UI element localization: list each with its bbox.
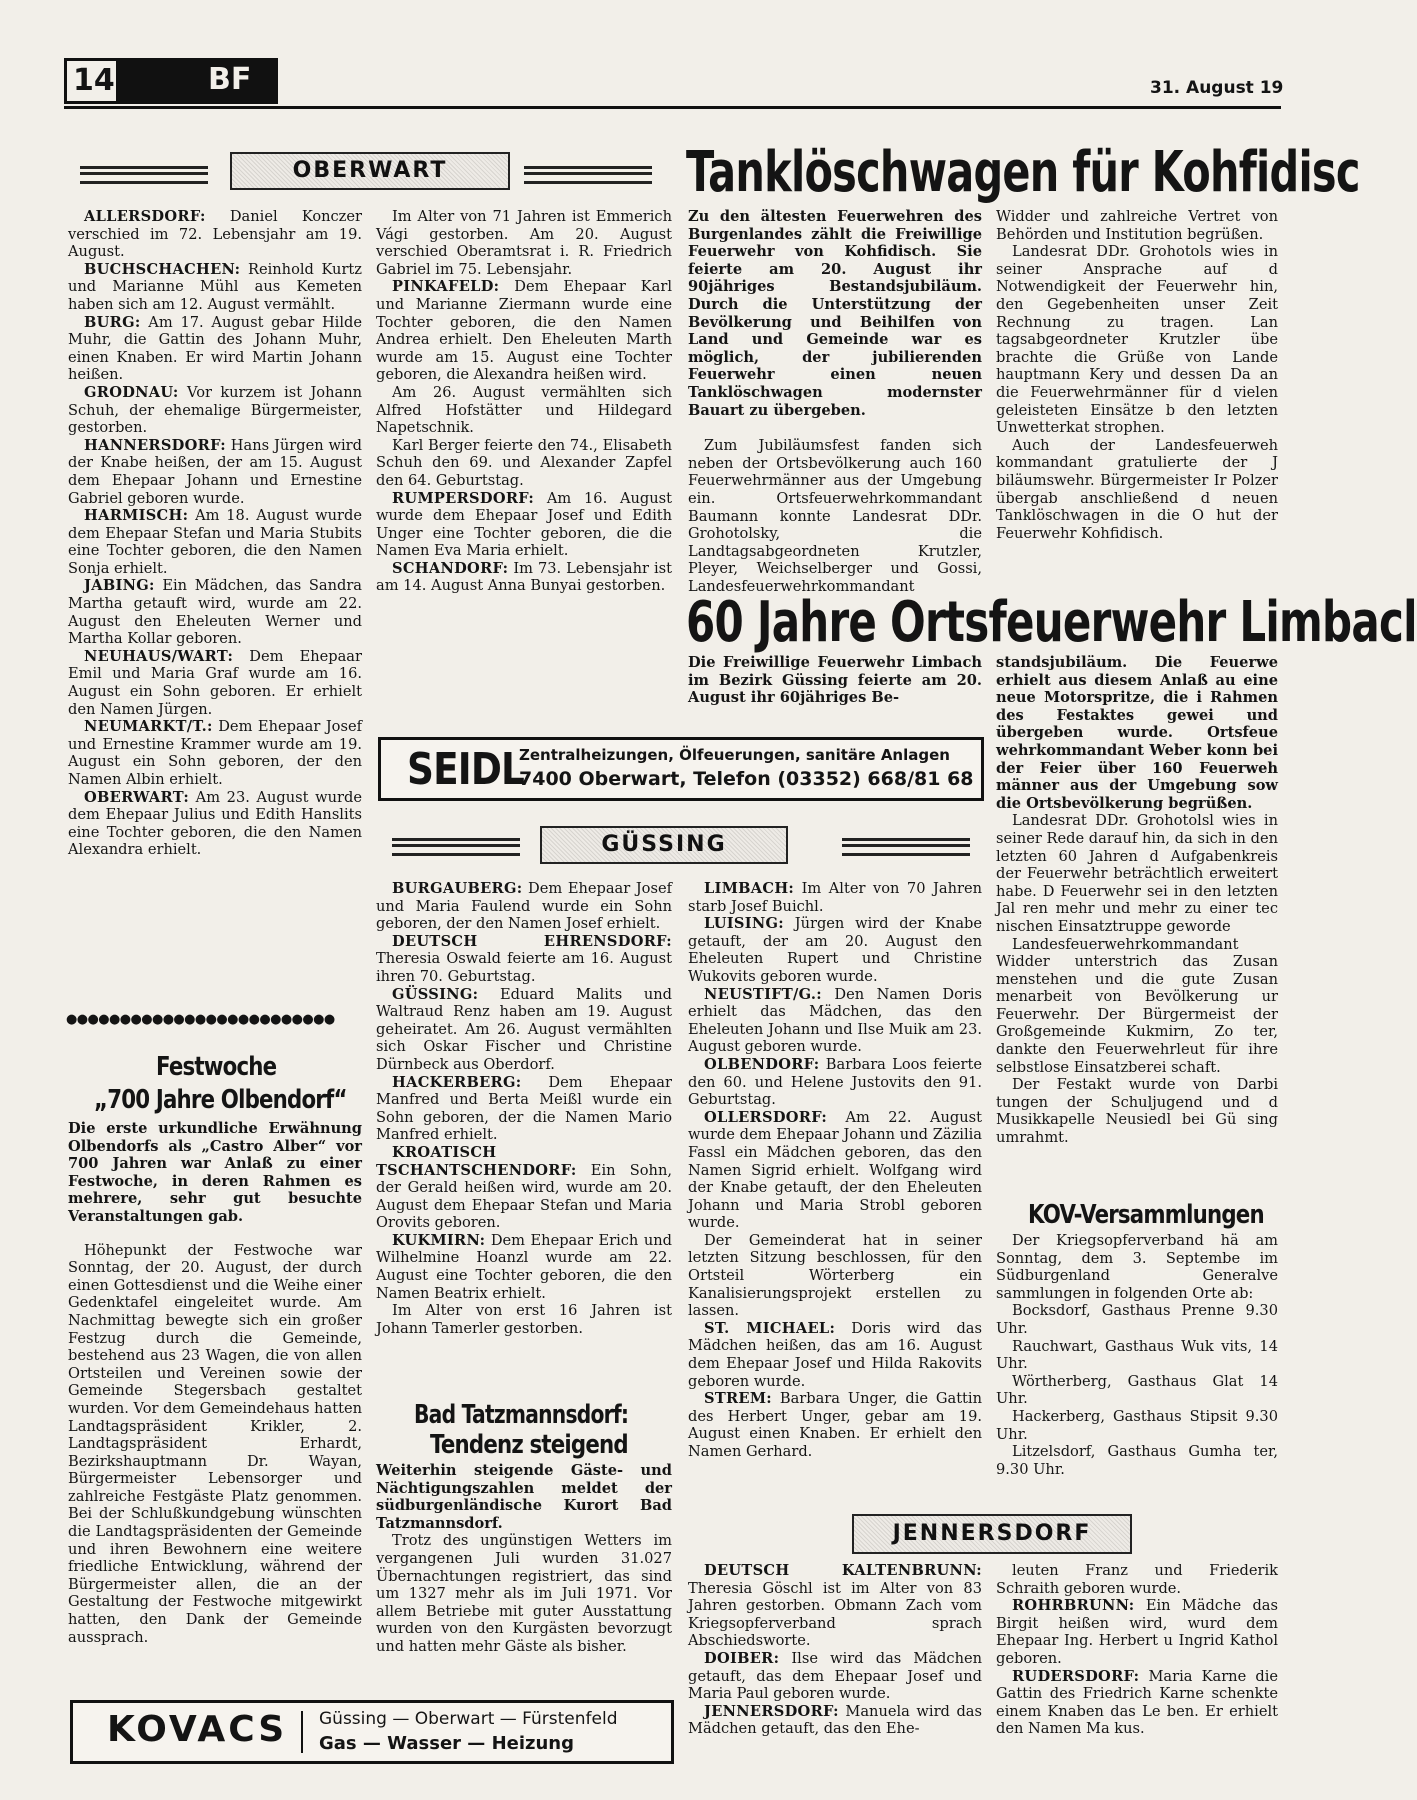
notice-paragraph	[688, 1056, 982, 1109]
notice-text: Karl Berger feierte den 74., Elisabeth Schuh den 69. und Alexander Zapfel den 64. Geburtstag.	[376, 436, 672, 489]
notice-text: Dem Ehepaar Erich und Wilhelmine Hoanzl wurde am 22. August eine Tochter geboren, die den Namen Beatrix erhielt.	[376, 1231, 672, 1302]
notice-text: Ein Sohn, der Gerald heißen wird, wurde am 20. August dem Ehepaar Stefan und Maria Orovits geboren.	[376, 1161, 672, 1232]
header-date: 31. August 19	[1150, 78, 1284, 98]
limbach-column-2	[996, 654, 1278, 1147]
notice-text: Im Alter von 70 Jahren starb Josef Buichl.	[688, 880, 982, 915]
notice-text: Ilse wird das Mädchen getauft, das dem Ehepaar Josef und Maria Paul geboren wurde.	[688, 1649, 982, 1703]
notice-text: Theresia Göschl ist im Alter von 83 Jahren gestorben. Obmann Zach vom Kriegsopferverband sprach Abschiedsworte.	[688, 1579, 982, 1650]
notice-text: Dem Ehepaar Josef und Ernestine Krammer wurde am 19. August ein Sohn geboren, der den Namen Albin erhielt.	[68, 718, 362, 788]
notice-paragraph	[688, 1562, 982, 1650]
oberwart-lines-left	[80, 166, 208, 184]
tank-lead: Zu den ältesten Feuerwehren des Burgenlandes zählt die Freiwillige Feuerwehr von Kohfidisch. Sie feierte am 20. August ihr 90jähriges Bestandsjubiläum. Durch die Unterstützung der Bevölkerung und Beihilfen von Land und Gemeinde war es möglich, der jubilierenden Feuerwehr einen neuen Tanklöschwagen modernster Bauart zu übergeben.	[688, 208, 982, 419]
notice-paragraph	[376, 880, 672, 933]
notice-place: GRODNAU:	[84, 383, 179, 401]
notice-paragraph	[688, 1232, 982, 1320]
notice-place: LUISING:	[704, 915, 784, 933]
tank-column-2	[996, 208, 1278, 542]
guessing-column-2	[688, 880, 982, 1461]
section-bar	[116, 58, 278, 104]
notice-paragraph	[68, 314, 362, 384]
seidl-line-2: 7400 Oberwart, Telefon (03352) 668/81 68	[519, 768, 974, 790]
notice-paragraph	[996, 1668, 1278, 1738]
header-rule	[64, 106, 1281, 109]
notice-text: Am 26. August vermählten sich Alfred Hofstätter und Hildegard Napetschnik.	[376, 383, 672, 437]
notice-paragraph	[996, 1597, 1278, 1667]
notice-paragraph	[688, 1390, 982, 1460]
notice-place: OLLERSDORF:	[704, 1108, 828, 1126]
page-number-box	[64, 58, 122, 104]
notice-paragraph	[688, 1320, 982, 1390]
notice-place: OBERWART:	[84, 788, 190, 806]
notice-place: RUDERSDORF:	[1012, 1667, 1140, 1685]
notice-place: LIMBACH:	[704, 880, 795, 897]
notice-place: HANNERSDORF:	[84, 436, 226, 454]
notice-place: BURG:	[84, 313, 141, 331]
notice-text: Ein Mädchen, das Sandra Martha getauft wird, wurde am 22. August den Eheleuten Werner und Martha Kollar geboren.	[68, 577, 362, 648]
notice-paragraph	[688, 1650, 982, 1703]
notice-place: DEUTSCH KALTENBRUNN:	[704, 1562, 982, 1579]
notice-place: HARMISCH:	[84, 507, 189, 525]
notice-text: Im 73. Lebensjahr ist am 14. August Anna Bunyai gestorben.	[376, 559, 672, 595]
guessing-lines-left	[392, 838, 520, 856]
kov-title: KOV-Versammlungen	[1028, 1200, 1264, 1230]
notice-text: Hans Jürgen wird der Knabe heißen, der am 15. August dem Ehepaar Johann und Ernestine Gabriel geboren wurde.	[68, 436, 362, 507]
notice-place: JABING:	[84, 577, 155, 595]
notice-text: Reinhold Kurtz und Marianne Mühl aus Kemeten haben sich am 12. August vermählt.	[68, 260, 362, 313]
notice-paragraph	[376, 1144, 672, 1232]
notice-place: NEUSTIFT/G.:	[704, 985, 822, 1003]
notice-place: NEUMARKT/T.:	[84, 718, 213, 736]
tatzmann-column	[376, 1462, 672, 1656]
notice-place: BURGAUBERG:	[392, 880, 523, 897]
notice-place: SCHANDORF:	[392, 559, 509, 577]
notice-text: Eduard Malits und Waltraud Renz haben am 19. August geheiratet. Am 26. August vermählten sich Oskar Fischer und Christine Dürnbeck aus Oberdorf.	[376, 985, 672, 1073]
notice-text: leuten Franz und Friederik Schraith geboren wurde.	[996, 1562, 1278, 1597]
notice-text: Ein Mädche das Birgit heißen wird, wurd dem Ehepaar Ing. Herbert u Ingrid Kathol geboren.	[996, 1597, 1278, 1667]
notice-paragraph	[68, 718, 362, 788]
notice-place: RUMPERSDORF:	[392, 489, 535, 507]
kov-column	[996, 1232, 1278, 1478]
seidl-line-1: Zentralheizungen, Ölfeuerungen, sanitäre Anlagen	[519, 746, 950, 764]
notice-place: KUKMIRN:	[392, 1231, 486, 1249]
seidl-ad	[378, 737, 984, 801]
tank-column-1	[688, 208, 982, 595]
notice-place: DEUTSCH EHRENSDORF:	[392, 932, 672, 950]
jennersdorf-column-2	[996, 1562, 1278, 1738]
tank-body-2b: Landesrat DDr. Grohotols wies in seiner Ansprache auf d Notwendigkeit der Feuerwehr hin, den Gegebenheiten unser Zeit Rechnung zu tragen. Lan tagsabgeordneter Krutzler übe brachte die Grüße von Lande hauptmann Kery und dessen Da an die Feuerwehrmänner für d vielen geleisteten Einsätze b den letzten Unwetterkat strophen.	[996, 243, 1278, 437]
kov-item: Bocksdorf, Gasthaus Prenne 9.30 Uhr.	[996, 1302, 1278, 1337]
notice-paragraph	[688, 1109, 982, 1232]
jennersdorf-column-1	[688, 1562, 982, 1738]
notice-text: Der Gemeinderat hat in seiner letzten Sitzung beschlossen, für den Ortsteil Wörterberg ein Kanalisierungsprojekt erstellen zu lassen.	[688, 1231, 982, 1320]
guessing-lines-right	[842, 838, 970, 856]
notice-paragraph	[688, 915, 982, 985]
tank-body-2a: Widder und zahlreiche Vertret von Behörden und Institution begrüßen.	[996, 208, 1278, 243]
notice-paragraph	[68, 261, 362, 314]
kovacs-line-1: Güssing — Oberwart — Fürstenfeld	[319, 1709, 618, 1729]
limbach-body-1: Landesrat DDr. Grohotolsl wies in seiner Rede darauf hin, da sich in den letzten 60 Jahren d Aufgabenkreis der Feuerwehr beträchtlich erweitert habe. D Feuerwehr sei in den letzten Jal ren mehr und mehr zu einer tec nischen Einsatztruppe geworde	[996, 812, 1278, 935]
notice-text: Am 23. August wurde dem Ehepaar Julius und Edith Hanslits eine Tochter geboren, die den Namen Alexandra erhielt.	[68, 788, 362, 859]
tank-body-1: Zum Jubiläumsfest fanden sich neben der Ortsbevölkerung auch 160 Feuerwehrmänner aus der Umgebung ein. Ortsfeuerwehrkommandant Baumann konnte Landesrat DDr. Grohotolsky, die Landtagsabgeordneten Krutzler, Pleyer, Weichselberger und Gossi, Landesfeuerwehrkommandant	[688, 437, 982, 595]
notice-text: Maria Karne die Gattin des Friedrich Karne schenkte einem Knaben das Le ben. Er erhielt den Namen Ma kus.	[996, 1667, 1278, 1738]
kov-item: Rauchwart, Gasthaus Wuk vits, 14 Uhr.	[996, 1337, 1278, 1373]
notice-text: Am 18. August wurde dem Ehepaar Stefan und Maria Stubits eine Tochter geboren, die den Namen Sonja erhielt.	[68, 507, 362, 577]
limbach-body-3: Der Festakt wurde von Darbi tungen der Schuljugend und d Musikkapelle Neusiedl bei Gü sing umrahmt.	[996, 1076, 1278, 1147]
notice-paragraph	[376, 278, 672, 384]
notice-paragraph	[68, 577, 362, 647]
notice-paragraph	[688, 880, 982, 915]
tatzmann-title-1: Bad Tatzmannsdorf:	[414, 1400, 629, 1430]
notice-paragraph	[68, 384, 362, 437]
seidl-name: SEIDL	[407, 744, 525, 795]
notice-text: Im Alter von 71 Jahren ist Emmerich Vági gestorben. Am 20. August verschied Oberamtsrat i. R. Friedrich Gabriel im 75. Lebensjahr.	[376, 208, 672, 278]
festwoche-title-2: „700 Jahre Olbendorf“	[94, 1085, 347, 1115]
notice-text: Dem Ehepaar Emil und Maria Graf wurde am 16. August ein Sohn geboren. Er erhielt den Namen Jürgen.	[68, 647, 362, 718]
notice-paragraph	[376, 384, 672, 437]
tatzmann-lead: Weiterhin steigende Gäste- und Nächtigungszahlen meldet der südburgenländische Kurort Bad Tatzmannsdorf.	[376, 1462, 672, 1532]
notice-text: Barbara Unger, die Gattin des Herbert Unger, gebar am 19. August einen Knaben. Er erhielt den Namen Gerhard.	[688, 1390, 982, 1460]
notice-paragraph	[376, 1302, 672, 1337]
notice-text: Dem Ehepaar Manfred und Berta Meißl wurde ein Sohn geboren, der die Namen Mario Manfred erhielt.	[376, 1073, 672, 1144]
festwoche-body: Höhepunkt der Festwoche war Sonntag, der 20. August, der durch einen Gottesdienst und die Weihe einer Gedenktafel eingeleitet wurde. Am Nachmittag bewegte sich ein großer Festzug durch die Gemeinde, bestehend aus 23 Wagen, die von allen Ortsteilen und Vereinen sowie der Gemeinde Stegersbach gestaltet wurden. Vor dem Gemeindehaus hatten Landtagspräsident Krikler, 2. Landtagspräsident Erhardt, Bezirkshauptmann Dr. Wayan, Bürgermeister Lebensorger und zahlreiche Festgäste Platz genommen. Bei der Schlußkundgebung wünschten die Landtagspräsidenten der Gemeinde und ihren Bewohnern eine weitere friedliche Entwicklung, während der Bürgermeister allen, die an der Gestaltung der Festwoche mitgewirkt hatten, den Dank der Gemeinde aussprach.	[68, 1241, 362, 1646]
notice-place: DOIBER:	[704, 1649, 780, 1667]
limbach-lead-1: Die Freiwillige Feuerwehr Limbach im Bezirk Güssing feierte am 20. August ihr 60jähriges Be-	[688, 654, 982, 707]
notice-text: Doris wird das Mädchen heißen, das am 16. August dem Ehepaar Josef und Hilda Rakovits geboren wurde.	[688, 1319, 982, 1390]
festwoche-lead: Die erste urkundliche Erwähnung Olbendorfs als „Castro Alber“ vor 700 Jahren war Anlaß zu einer Festwoche, in deren Rahmen es mehrere, sehr gut besuchte Veranstaltungen gab.	[68, 1120, 362, 1225]
notice-paragraph	[376, 208, 672, 278]
kov-item: Wörtherberg, Gasthaus Glat 14 Uhr.	[996, 1372, 1278, 1408]
notice-place: ST. MICHAEL:	[704, 1319, 836, 1337]
oberwart-lines-right	[524, 166, 652, 184]
limbach-column-1	[688, 654, 982, 707]
kov-item: Litzelsdorf, Gasthaus Gumha ter, 9.30 Uhr.	[996, 1443, 1278, 1478]
notice-paragraph	[68, 437, 362, 507]
notice-paragraph	[688, 1703, 982, 1738]
notice-paragraph	[376, 933, 672, 986]
notice-paragraph	[68, 648, 362, 718]
festwoche-column	[68, 1120, 362, 1646]
notice-paragraph	[376, 490, 672, 560]
festwoche-title-1: Festwoche	[156, 1052, 277, 1082]
tatzmann-title-2: Tendenz steigend	[430, 1430, 628, 1460]
notice-place: BUCHSCHACHEN:	[84, 260, 241, 278]
guessing-banner: GÜSSING	[540, 826, 788, 864]
notice-text: Dem Ehepaar Josef und Maria Faulend wurde ein Sohn geboren, der den Namen Josef erhielt.	[376, 880, 672, 933]
notice-text: Daniel Konczer verschied im 72. Lebensjahr am 19. August.	[68, 208, 362, 261]
notice-place: NEUHAUS/WART:	[84, 647, 234, 665]
notice-text: Im Alter von erst 16 Jahren ist Johann Tamerler gestorben.	[376, 1302, 672, 1337]
tank-body-2c: Auch der Landesfeuerweh kommandant gratulierte der J biläumswehr. Bürgermeister Ir Polzer übergab anschließend d neuen Tanklöschwagen in die O hut der Feuerwehr Kohfidisch.	[996, 436, 1278, 542]
notice-text: Vor kurzem ist Johann Schuh, der ehemalige Bürgermeister, gestorben.	[68, 383, 362, 437]
notice-place: ALLERSDORF:	[84, 208, 206, 225]
tatzmann-body: Trotz des ungünstigen Wetters im vergangenen Juli wurden 31.027 Übernachtungen registriert, das sind um 1327 mehr als im Juli 1971. Vor allem Betriebe mit guter Ausstattung wurden von den Kurgästen bevorzugt und hatten mehr Gäste als bisher.	[376, 1532, 672, 1655]
notice-text: Manuela wird das Mädchen getauft, das den Ehe-	[688, 1702, 982, 1738]
notice-text: Am 17. August gebar Hilde Muhr, die Gattin des Johann Muhr, einen Knaben. Er wird Martin Johann heißen.	[68, 313, 362, 384]
oberwart-banner: OBERWART	[230, 152, 510, 190]
notice-text: Am 22. August wurde dem Ehepaar Johann und Zäzilia Fassl ein Mädchen geboren, das den Namen Sigrid erhielt. Wolfgang wird der Knabe getauft, der den Eheleuten Johann und Maria Strobl geboren wurde.	[688, 1108, 982, 1232]
kov-intro: Der Kriegsopferverband hä am Sonntag, dem 3. Septembe im Südburgenland Generalve sammlungen in folgenden Orte ab:	[996, 1232, 1278, 1302]
section-label: BF	[208, 62, 252, 97]
notice-paragraph	[996, 1562, 1278, 1597]
guessing-column-1	[376, 880, 672, 1337]
kovacs-ad	[70, 1700, 674, 1764]
notice-paragraph	[376, 1074, 672, 1144]
limbach-headline: 60 Jahre Ortsfeuerwehr Limbacl	[686, 590, 1417, 655]
notice-text: Jürgen wird der Knabe getauft, der am 20. August den Eheleuten Rupert und Christine Wukovits geboren wurde.	[688, 915, 982, 985]
notice-paragraph	[376, 1232, 672, 1302]
kovacs-divider	[301, 1711, 303, 1753]
notice-text: Barbara Loos feierte den 60. und Helene Justovits den 91. Geburtstag.	[688, 1055, 982, 1109]
notice-text: Theresia Oswald feierte am 16. August ihren 70. Geburtstag.	[376, 950, 672, 985]
notice-paragraph	[688, 986, 982, 1056]
jennersdorf-banner: JENNERSDORF	[852, 1514, 1132, 1554]
notice-place: PINKAFELD:	[392, 278, 500, 296]
kov-item: Hackerberg, Gasthaus Stipsit 9.30 Uhr.	[996, 1407, 1278, 1443]
festwoche-dots: ●●●●●●●●●●●●●●●●●●●●●●●●●	[66, 1012, 335, 1027]
notice-text: Am 16. August wurde dem Ehepaar Josef und Edith Unger eine Tochter geboren, die die Namen Eva Maria erhielt.	[376, 489, 672, 560]
notice-text: Dem Ehepaar Karl und Marianne Ziermann wurde eine Tochter geboren, die den Namen Andrea erhielt. Den Eheleuten Marth wurde am 15. August eine Tochter geboren, die Alexandra heißen wird.	[376, 278, 672, 384]
limbach-body-2: Landesfeuerwehrkommandant Widder unterstrich das Zusan menstehen und die gute Zusan menarbeit von Bevölkerung ur Feuerwehr. Der Bürgermeist der Großgemeinde Kukmirn, Zo ter, dankte den Feuerwehrleut für ihre selbstlose Einsatzberei schaft.	[996, 935, 1278, 1076]
tank-headline: Tanklöschwagen für Kohfidisc	[686, 140, 1360, 205]
kovacs-line-2: Gas — Wasser — Heizung	[319, 1733, 575, 1754]
page-number: 14	[73, 63, 115, 98]
kovacs-name: KOVACS	[107, 1709, 288, 1750]
notice-place: OLBENDORF:	[704, 1055, 820, 1073]
notice-place: HACKERBERG:	[392, 1073, 522, 1091]
notice-paragraph	[68, 208, 362, 261]
notice-paragraph	[68, 789, 362, 859]
notice-place: ROHRBRUNN:	[1012, 1597, 1135, 1615]
notice-place: GÜSSING:	[392, 985, 479, 1003]
notice-text: Den Namen Doris erhielt das Mädchen, das den Eheleuten Johann und Ilse Muik am 23. August geboren wurde.	[688, 985, 982, 1056]
notice-paragraph	[376, 437, 672, 490]
notice-place: STREM:	[704, 1390, 772, 1408]
notice-paragraph	[376, 986, 672, 1074]
oberwart-column-1	[68, 208, 362, 859]
notice-paragraph	[68, 507, 362, 577]
notice-place: JENNERSDORF:	[704, 1702, 839, 1720]
limbach-lead-2: standsjubiläum. Die Feuerwe erhielt aus diesem Anlaß au eine neue Motorspritze, die i Rahmen des Festaktes gewei und übergeben wurde. Ortsfeue wehrkommandant Weber konn bei der Feier über 160 Feuerweh männer aus der Umgebung sow die Ortsbevölkerung begrüßen.	[996, 654, 1278, 812]
notice-place: KROATISCH TSCHANTSCHENDORF:	[376, 1143, 577, 1179]
oberwart-column-2	[376, 208, 672, 595]
notice-paragraph	[376, 560, 672, 595]
